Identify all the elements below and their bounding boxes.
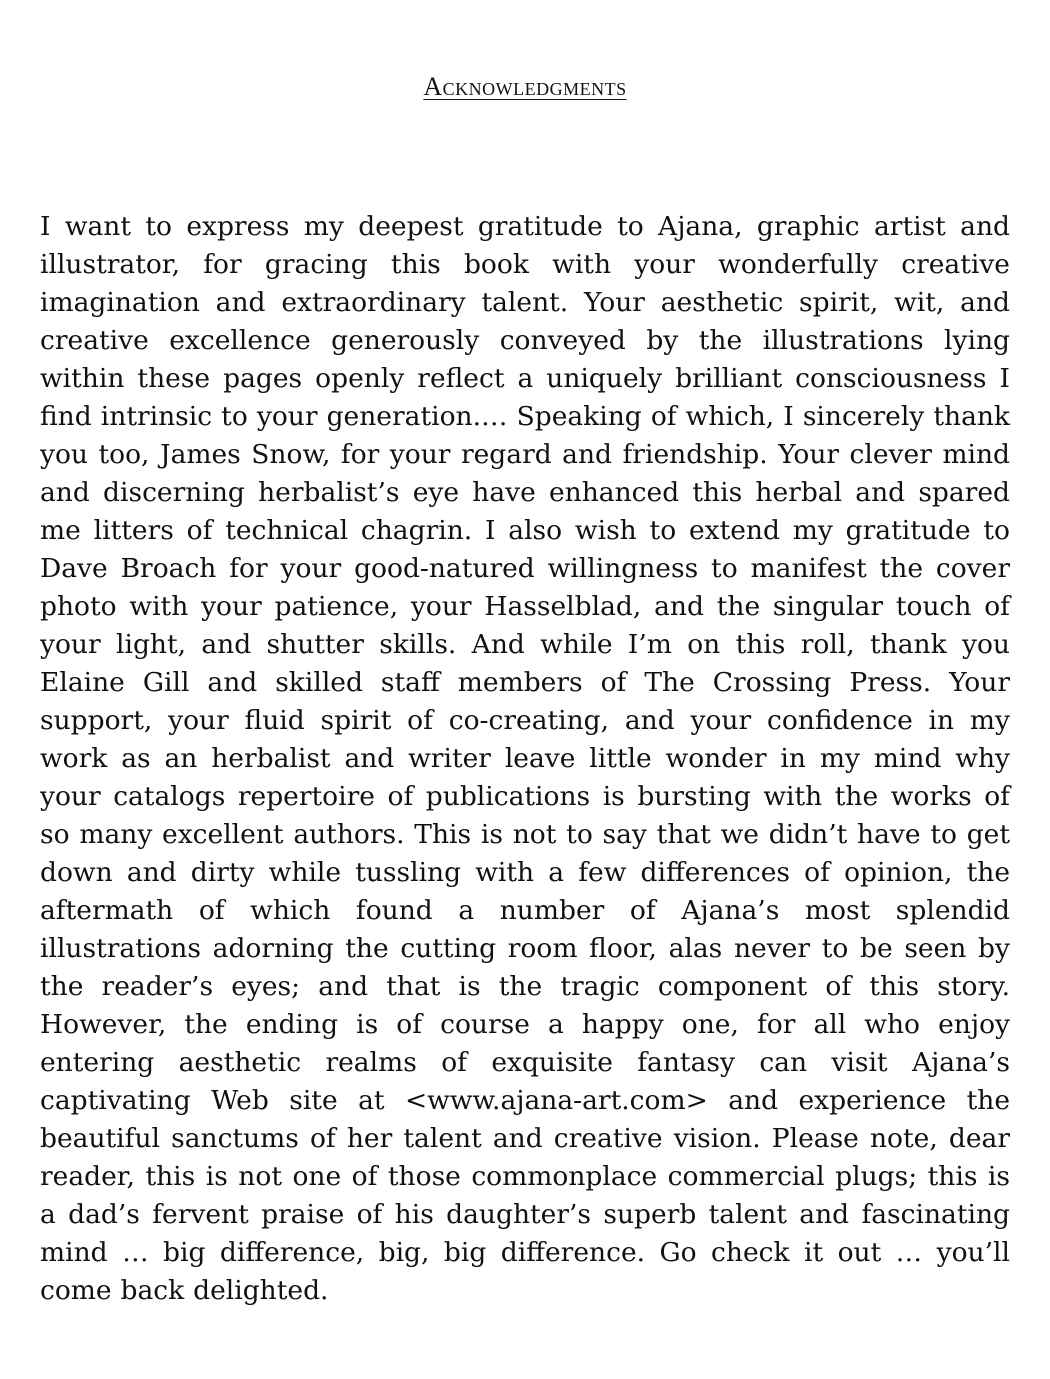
acknowledgments-paragraph: I want to express my deepest gratitude to Ajana, graphic artist and illustrator, for gracing this book with your wonderfully creative imagination and extraordinary talent. Your aesthetic spirit, wit, and creative excellence generously conveyed by the illustrations lying within these pages openly reflect a uniquely brilliant consciousness I find intrinsic to your generation.… Speaking of which, I sincerely thank you too, James Snow, for your regard and friendship. Your clever mind and discerning herbalist’s eye have enhanced this herbal and spared me litters of technical chagrin. I also wish to extend my gratitude to Dave Broach for your good-natured willingness to manifest the cover photo with your patience, your Hasselblad, and the singular touch of your light, and shutter skills. And while I’m on this roll, thank you Elaine Gill and skilled staff members of The Crossing Press. Your support, your fluid spirit of co-creating, and your confidence in my work as an herbalist and writer leave little wonder in my mind why your catalogs repertoire of publications is bursting with the works of so many excellent authors. This is not to say that we didn’t have to get down and dirty while tussling with a few differences of opinion, the aftermath of which found a number of Ajana’s most splendid illustrations adorning the cutting room floor, alas never to be seen by the reader’s eyes; and that is the tragic component of this story. However, the ending is of course a happy one, for all who enjoy entering aesthetic realms of exquisite fantasy can visit Ajana’s captivating Web site at <www.ajana-art.com> and experience the beautiful sanctums of her talent and creative vision. Please note, dear reader, this is not one of those commonplace commercial plugs; this is a dad’s fervent praise of his daughter’s superb talent and fascinating mind … big difference, big, big difference. Go check it out … you’ll come back delighted.	[40, 211, 1010, 1306]
page-title: Acknowledgments	[423, 72, 627, 101]
